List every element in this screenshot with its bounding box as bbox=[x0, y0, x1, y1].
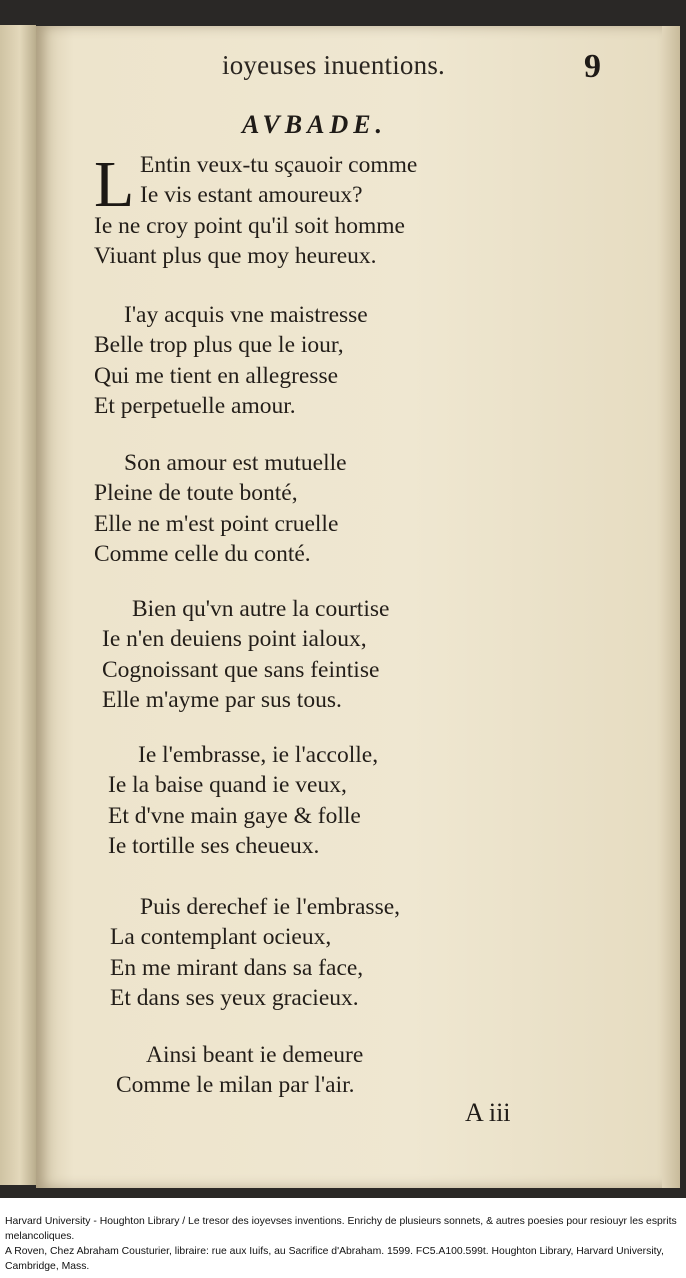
verse-line: Pleine de toute bonté, bbox=[94, 480, 298, 507]
stanza-4 bbox=[102, 594, 389, 716]
verse-line: Cognoissant que sans feintise bbox=[102, 656, 380, 683]
running-head: ioyeuses inuentions. bbox=[222, 50, 445, 80]
verse-line: Elle ne m'est point cruelle bbox=[94, 510, 339, 537]
verse-line: Et d'vne main gaye & folle bbox=[108, 802, 361, 829]
image-caption bbox=[5, 1214, 681, 1274]
verse-line: Puis derechef ie l'embrasse, bbox=[140, 894, 401, 920]
verse-line: Viuant plus que moy heureux. bbox=[94, 243, 377, 270]
stanza-1-cont bbox=[94, 211, 405, 272]
verse-line: Elle m'ayme par sus tous. bbox=[102, 687, 342, 714]
verse-line: Comme celle du conté. bbox=[94, 541, 311, 568]
stanza-7 bbox=[116, 1040, 363, 1101]
verse-line: Ie la baise quand ie veux, bbox=[108, 772, 347, 799]
verse-line: Qui me tient en allegresse bbox=[94, 362, 339, 389]
stanza-5 bbox=[108, 740, 378, 862]
caption-line-1: Harvard University - Houghton Library / Le tresor des ioyevses inventions. Enrichy de plusieurs sonnets, & autres poesies pour resiouyr les esprits melancoliques. bbox=[5, 1216, 677, 1242]
folio-number: 9 bbox=[584, 48, 601, 85]
verse-line: Ie vis estant amoureux? bbox=[140, 182, 363, 209]
caption-line-2: A Roven, Chez Abraham Cousturier, libraire: rue aux Iuifs, au Sacrifice d'Abraham. 1599. FC5.A100.599t. Houghton Library, Harvard University, Cambridge, Mass. bbox=[5, 1246, 664, 1272]
verse-line: Belle trop plus que le iour, bbox=[94, 332, 344, 359]
stanza-1 bbox=[140, 150, 417, 211]
verse-line: Ainsi beant ie demeure bbox=[146, 1042, 364, 1068]
signature-mark: A iii bbox=[465, 1098, 511, 1127]
verse-line: Et dans ses yeux gracieux. bbox=[110, 985, 359, 1012]
verse-line: Ie ne croy point qu'il soit homme bbox=[94, 213, 405, 239]
verse-line: Bien qu'vn autre la courtise bbox=[132, 596, 390, 622]
verse-line: Comme le milan par l'air. bbox=[116, 1072, 355, 1099]
verse-line: I'ay acquis vne maistresse bbox=[124, 302, 368, 328]
verse-line: Et perpetuelle amour. bbox=[94, 393, 296, 420]
verse-line: Entin veux-tu sçauoir comme bbox=[140, 152, 418, 178]
verse-line: Ie tortille ses cheueux. bbox=[108, 833, 320, 860]
verse-line: Ie n'en deuiens point ialoux, bbox=[102, 626, 367, 653]
stanza-3 bbox=[94, 448, 347, 570]
facing-page-edge bbox=[0, 25, 36, 1185]
stanza-6 bbox=[110, 892, 400, 1014]
verse-line: En me mirant dans sa face, bbox=[110, 954, 364, 981]
verse-line: La contemplant ocieux, bbox=[110, 924, 332, 951]
page-fore-edge bbox=[662, 26, 680, 1188]
drop-cap: L bbox=[94, 148, 135, 221]
verse-line: Ie l'embrasse, ie l'accolle, bbox=[138, 742, 379, 768]
poem-title: AVBADE. bbox=[242, 110, 388, 139]
stanza-2 bbox=[94, 300, 368, 422]
verse-line: Son amour est mutuelle bbox=[124, 450, 347, 476]
